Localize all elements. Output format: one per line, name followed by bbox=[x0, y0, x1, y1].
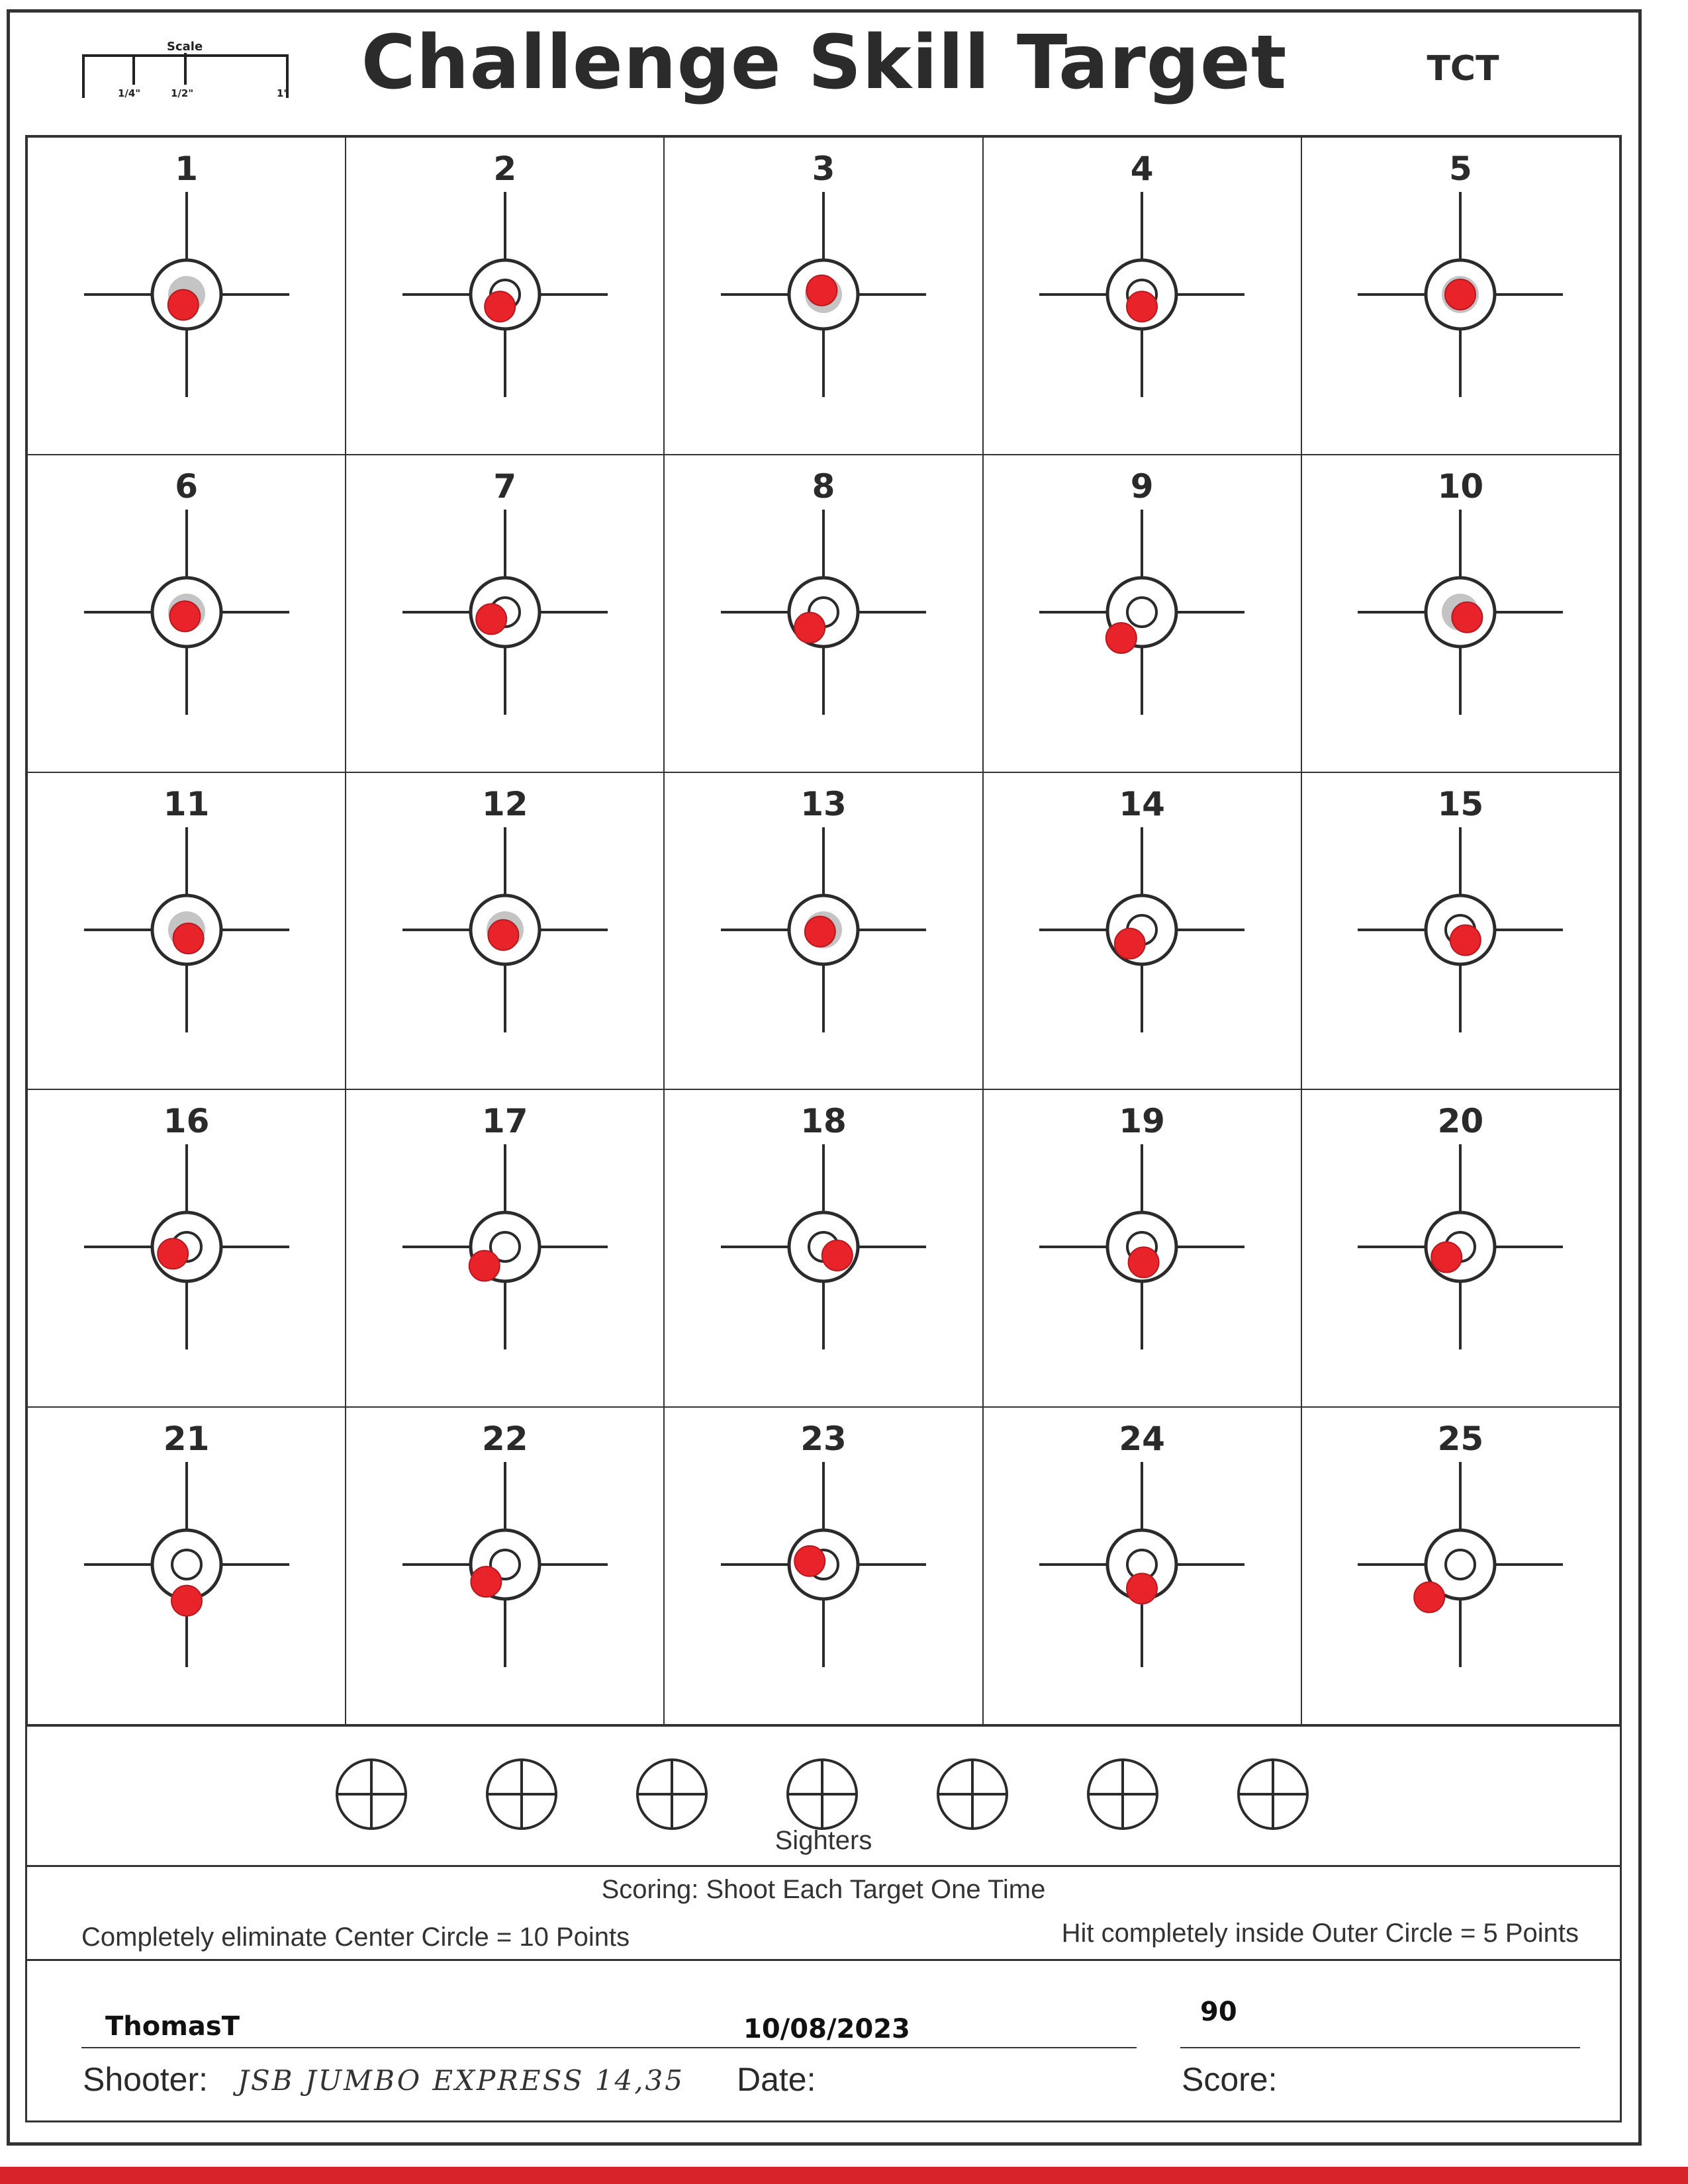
sighter-target bbox=[332, 1754, 411, 1834]
shooter-label: Shooter: bbox=[83, 2061, 209, 2098]
pellet-hit bbox=[1127, 291, 1157, 322]
sighter-target bbox=[632, 1754, 712, 1834]
pellet-hit bbox=[1129, 1248, 1159, 1278]
target-number: 21 bbox=[163, 1420, 210, 1459]
target-cell bbox=[664, 772, 982, 1090]
scale-tick-half: 1/2" bbox=[171, 87, 194, 99]
target-cell bbox=[27, 1407, 346, 1725]
page-title: Challenge Skill Target bbox=[361, 20, 1288, 106]
target-reticle bbox=[399, 1455, 611, 1674]
target-reticle bbox=[1036, 1138, 1248, 1356]
target-reticle bbox=[81, 185, 293, 404]
scale-caption: Scale bbox=[167, 40, 203, 54]
target-cell bbox=[27, 455, 346, 772]
sighter-target bbox=[1233, 1754, 1313, 1834]
scale-tick-quarter: 1/4" bbox=[118, 87, 141, 99]
target-reticle bbox=[1354, 185, 1566, 404]
target-cell bbox=[1301, 772, 1620, 1090]
target-cell bbox=[983, 455, 1301, 772]
scale-tick-inch: 1" bbox=[277, 87, 289, 99]
target-cell bbox=[664, 137, 982, 455]
target-number: 3 bbox=[812, 150, 835, 188]
pellet-hit bbox=[1445, 279, 1476, 310]
target-number: 17 bbox=[481, 1102, 528, 1141]
target-reticle bbox=[399, 1138, 611, 1356]
target-number: 12 bbox=[481, 784, 528, 823]
pellet-hit bbox=[794, 1546, 825, 1576]
target-grid bbox=[25, 135, 1622, 1727]
pellet-hit bbox=[806, 275, 837, 306]
pellet-hit bbox=[171, 1586, 202, 1616]
target-number: 2 bbox=[493, 150, 517, 188]
pellet-hit bbox=[167, 290, 198, 320]
pellet-hit bbox=[471, 1567, 501, 1597]
score-line bbox=[1180, 2047, 1580, 2048]
target-cell bbox=[27, 137, 346, 455]
target-cell bbox=[1301, 137, 1620, 455]
target-reticle bbox=[1354, 1455, 1566, 1674]
scoring-section bbox=[25, 1867, 1622, 1961]
bottom-stripe bbox=[0, 2167, 1688, 2184]
target-cell bbox=[1301, 1407, 1620, 1725]
pellet-hit bbox=[169, 601, 200, 631]
pellet-hit bbox=[1115, 928, 1145, 958]
target-reticle bbox=[81, 1455, 293, 1674]
target-reticle bbox=[399, 821, 611, 1039]
pellet-hit bbox=[805, 916, 835, 946]
center-circle bbox=[1127, 598, 1156, 627]
target-cell bbox=[983, 772, 1301, 1090]
target-number: 13 bbox=[800, 784, 847, 823]
pellet-hit bbox=[1106, 623, 1137, 653]
target-reticle bbox=[718, 1455, 929, 1674]
target-number: 5 bbox=[1449, 150, 1472, 188]
pellet-hit bbox=[158, 1239, 188, 1269]
target-number: 1 bbox=[175, 150, 198, 188]
sighter-target bbox=[1083, 1754, 1162, 1834]
target-cell bbox=[664, 1407, 982, 1725]
pellet-hit bbox=[469, 1251, 500, 1281]
target-cell bbox=[1301, 1089, 1620, 1407]
target-number: 25 bbox=[1437, 1420, 1484, 1459]
target-number: 22 bbox=[481, 1420, 528, 1459]
target-reticle bbox=[81, 503, 293, 721]
date-label: Date: bbox=[737, 2061, 816, 2098]
target-reticle bbox=[718, 503, 929, 721]
target-reticle bbox=[718, 185, 929, 404]
center-circle bbox=[1446, 1550, 1475, 1579]
pellet-hit bbox=[822, 1240, 853, 1271]
target-number: 18 bbox=[800, 1102, 847, 1141]
target-cell bbox=[346, 1407, 664, 1725]
target-reticle bbox=[1354, 503, 1566, 721]
target-reticle bbox=[81, 1138, 293, 1356]
target-cell bbox=[664, 455, 982, 772]
shooter-handwriting: JSB JUMBO EXPRESS 14,35 bbox=[238, 2064, 684, 2097]
target-number: 8 bbox=[812, 467, 835, 506]
target-number: 20 bbox=[1437, 1102, 1484, 1141]
pellet-hit bbox=[173, 923, 203, 954]
sighter-row bbox=[25, 1727, 1622, 1867]
shooter-line bbox=[81, 2047, 737, 2048]
scale-bar bbox=[81, 40, 293, 113]
target-cell bbox=[1301, 455, 1620, 772]
pellet-hit bbox=[485, 291, 515, 322]
pellet-hit bbox=[1432, 1242, 1462, 1273]
target-cell bbox=[664, 1089, 982, 1407]
target-cell bbox=[346, 137, 664, 455]
target-number: 9 bbox=[1130, 467, 1154, 506]
target-cell bbox=[346, 772, 664, 1090]
target-number: 7 bbox=[493, 467, 517, 506]
target-reticle bbox=[399, 503, 611, 721]
sighter-target bbox=[482, 1754, 561, 1834]
target-number: 11 bbox=[163, 784, 210, 823]
target-number: 15 bbox=[1437, 784, 1484, 823]
pellet-hit bbox=[794, 612, 825, 643]
target-reticle bbox=[81, 821, 293, 1039]
pellet-hit bbox=[1415, 1582, 1445, 1613]
target-cell bbox=[346, 455, 664, 772]
target-number: 19 bbox=[1119, 1102, 1165, 1141]
pellet-hit bbox=[1452, 602, 1483, 633]
target-number: 6 bbox=[175, 467, 198, 506]
score-value[interactable]: 90 bbox=[1200, 1997, 1237, 2027]
target-number: 10 bbox=[1437, 467, 1484, 506]
target-cell bbox=[983, 137, 1301, 455]
center-circle bbox=[172, 1550, 201, 1579]
scoring-title: Scoring: Shoot Each Target One Time bbox=[601, 1875, 1046, 1904]
target-reticle bbox=[718, 821, 929, 1039]
pellet-hit bbox=[1450, 925, 1481, 955]
target-number: 14 bbox=[1119, 784, 1165, 823]
target-reticle bbox=[1036, 1455, 1248, 1674]
sighters-label: Sighters bbox=[774, 1826, 872, 1855]
target-reticle bbox=[718, 1138, 929, 1356]
scale-ruler bbox=[81, 40, 293, 113]
target-reticle bbox=[1354, 1138, 1566, 1356]
pellet-hit bbox=[1127, 1574, 1157, 1604]
target-reticle bbox=[1354, 821, 1566, 1039]
target-reticle bbox=[1036, 821, 1248, 1039]
date-value[interactable]: 10/08/2023 bbox=[743, 2014, 910, 2044]
target-cell bbox=[27, 1089, 346, 1407]
target-number: 4 bbox=[1130, 150, 1154, 188]
pellet-hit bbox=[476, 604, 506, 634]
target-reticle bbox=[1036, 185, 1248, 404]
pellet-hit bbox=[488, 919, 518, 950]
score-label: Score: bbox=[1182, 2061, 1278, 2098]
entry-section bbox=[25, 1961, 1622, 2122]
target-number: 24 bbox=[1119, 1420, 1165, 1459]
target-cell bbox=[983, 1089, 1301, 1407]
target-code: TCT bbox=[1427, 49, 1499, 89]
target-reticle bbox=[399, 185, 611, 404]
rule-outer-circle: Hit completely inside Outer Circle = 5 Points bbox=[1061, 1919, 1579, 1948]
shooter-name[interactable]: ThomasT bbox=[105, 2011, 240, 2042]
sighter-target bbox=[782, 1754, 862, 1834]
sighter-target bbox=[933, 1754, 1012, 1834]
date-line bbox=[735, 2047, 1137, 2048]
target-number: 23 bbox=[800, 1420, 847, 1459]
rule-center-circle: Completely eliminate Center Circle = 10 Points bbox=[81, 1923, 630, 1952]
target-reticle bbox=[1036, 503, 1248, 721]
target-cell bbox=[346, 1089, 664, 1407]
target-number: 16 bbox=[163, 1102, 210, 1141]
target-cell bbox=[983, 1407, 1301, 1725]
target-cell bbox=[27, 772, 346, 1090]
